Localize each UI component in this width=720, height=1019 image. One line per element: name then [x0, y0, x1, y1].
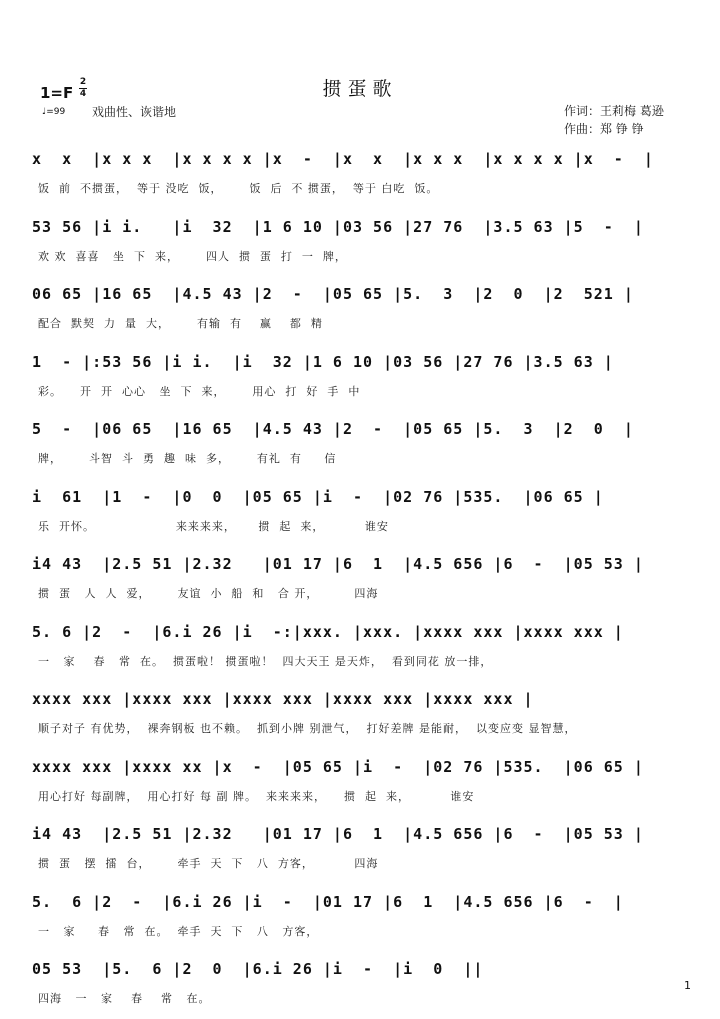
notation-row: 53 56 |i i. |i 32 |1 6 10 |03 56 |27 76 |3.5 63 |5 - |	[32, 217, 644, 236]
meter-bottom: 4	[79, 89, 87, 99]
lyrics-row: 一 家 春 常 在。 掼蛋啦！ 掼蛋啦！ 四大天王 是天炸， 看到同花 放一排，	[38, 654, 493, 668]
meter-top: 2	[79, 77, 87, 87]
notation-row: 5. 6 |2 - |6.i 26 |i - |01 17 |6 1 |4.5 656 |6 - |	[32, 892, 624, 911]
key-signature: 1=F	[40, 84, 74, 102]
notation-row: 5 - |06 65 |16 65 |4.5 43 |2 - |05 65 |5. 3 |2 0 |	[32, 420, 634, 438]
notation-row: i4 43 |2.5 51 |2.32 |01 17 |6 1 |4.5 656 |6 - |05 53 |	[32, 555, 644, 573]
lyrics-row: 饭 前 不掼蛋， 等于 没吃 饭， 饭 后 不 掼蛋， 等于 白吃 饭。	[38, 182, 439, 195]
lyrics-row: 配合 默契 力 量 大， 有输 有 赢 都 精	[38, 317, 323, 330]
notation-row: 05 53 |5. 6 |2 0 |6.i 26 |i - |i 0 ||	[32, 960, 484, 978]
lyrics-row: 四海 一 家 春 常 在。	[38, 992, 211, 1005]
lyrics-row: 掼 蛋 人 人 爱， 友谊 小 船 和 合 开， 四海	[38, 587, 379, 600]
notation-row: 5. 6 |2 - |6.i 26 |i -:|xxx. |xxx. |xxxx xxx |xxxx xxx |	[32, 622, 624, 641]
lyrics-row: 牌， 斗智 斗 勇 趣 味 多， 有礼 有 信	[38, 452, 337, 465]
lyrics-row: 欢 欢 喜喜 坐 下 来， 四人 掼 蛋 打 一 牌，	[38, 249, 347, 263]
notation-row: xxxx xxx |xxxx xxx |xxxx xxx |xxxx xxx |xxxx xxx |	[32, 690, 534, 708]
notation-row: i 61 |1 - |0 0 |05 65 |i - |02 76 |535. |06 65 |	[32, 487, 604, 506]
song-title: 掼蛋歌	[322, 78, 398, 100]
lyrics-row: 一 家 春 常 在。 牵手 天 下 八 方客，	[38, 924, 319, 938]
lyrics-row: 彩。 开 开 心心 坐 下 来， 用心 打 好 手 中	[38, 384, 361, 398]
notation-row: 1 - |:53 56 |i i. |i 32 |1 6 10 |03 56 |27 76 |3.5 63 |	[32, 352, 614, 371]
lyricist-credit: 作词：王莉梅 葛逊	[564, 104, 664, 118]
lyrics-row: 顺子对子 有优势， 裸奔钢板 也不赖。 抓到小牌 别泄气， 打好差牌 是能耐， 以变应变 显智慧，	[38, 722, 577, 735]
lyrics-row: 掼 蛋 摆 擂 台， 牵手 天 下 八 方客， 四海	[38, 857, 379, 870]
composer-credit: 作曲：郑 铮 铮	[564, 122, 644, 136]
time-signature	[79, 78, 87, 99]
notation-row: x x |x x x |x x x x |x - |x x |x x x |x x x x |x - |	[32, 150, 654, 168]
lyrics-row: 乐 开怀。 来来来来， 掼 起 来， 谁安	[38, 519, 389, 533]
page-number: 1	[684, 979, 691, 992]
style-marking: 戏曲性、诙谐地	[92, 105, 177, 119]
notation-row: xxxx xxx |xxxx xx |x - |05 65 |i - |02 76 |535. |06 65 |	[32, 757, 644, 776]
notation-row: 06 65 |16 65 |4.5 43 |2 - |05 65 |5. 3 |2 0 |2 521 |	[32, 285, 634, 303]
credits	[564, 102, 664, 138]
lyrics-row: 用心打好 每副牌， 用心打好 每 副 牌。 来来来来， 掼 起 来， 谁安	[38, 789, 475, 803]
notation-row: i4 43 |2.5 51 |2.32 |01 17 |6 1 |4.5 656 |6 - |05 53 |	[32, 825, 644, 843]
tempo-marking: ♩=99	[42, 107, 66, 117]
